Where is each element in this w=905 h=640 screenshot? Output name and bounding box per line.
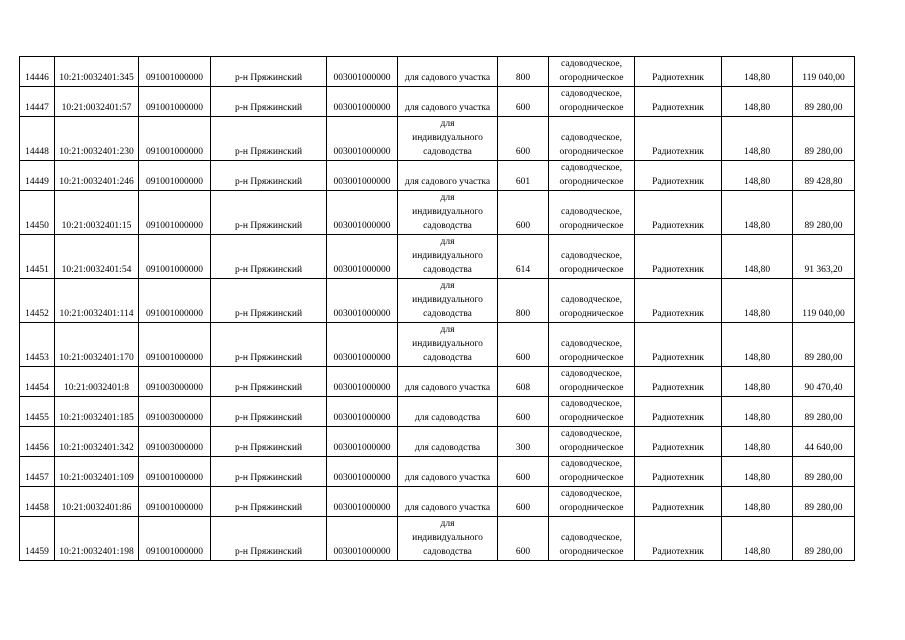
- permitted-use-cell: [398, 161, 498, 191]
- district-cell: р-н Пряжинский: [211, 57, 327, 87]
- settlement-cell: Радиотехник: [635, 367, 722, 397]
- unit-price-cell: 148,80: [722, 87, 793, 117]
- okato-code-cell: 091003000000: [139, 397, 211, 427]
- record-number-cell: 14446: [20, 57, 55, 87]
- settlement-cell: Радиотехник: [635, 235, 722, 279]
- settlement-cell: Радиотехник: [635, 427, 722, 457]
- record-number-cell: 14455: [20, 397, 55, 427]
- cadastral-value-cell: 89 280,00: [793, 487, 855, 517]
- land-category-line: огородническое: [559, 103, 624, 113]
- table-row: [20, 235, 855, 279]
- permitted-use-line: для: [440, 193, 455, 203]
- land-category-cell: [549, 517, 635, 561]
- category-code-cell: 003001000000: [327, 487, 398, 517]
- permitted-use-cell: [398, 117, 498, 161]
- okato-code-cell: 091003000000: [139, 427, 211, 457]
- permitted-use-line: для садового участка: [404, 383, 491, 393]
- cadastral-value-cell: 89 428,80: [793, 161, 855, 191]
- land-category-line: огородническое: [559, 353, 624, 363]
- table-row: [20, 191, 855, 235]
- permitted-use-line: для садового участка: [404, 73, 491, 83]
- cadastral-value-cell: 89 280,00: [793, 117, 855, 161]
- permitted-use-line: садоводства: [423, 221, 472, 231]
- permitted-use-cell: [398, 191, 498, 235]
- permitted-use-cell: [398, 397, 498, 427]
- table-row: [20, 57, 855, 87]
- category-code-cell: 003001000000: [327, 87, 398, 117]
- area-cell: 800: [498, 279, 549, 323]
- permitted-use-line: садоводства: [423, 309, 472, 319]
- unit-price-cell: 148,80: [722, 367, 793, 397]
- category-code-cell: 003001000000: [327, 235, 398, 279]
- unit-price-cell: 148,80: [722, 57, 793, 87]
- land-category-line: садоводческое,: [561, 163, 622, 173]
- okato-code-cell: 091001000000: [139, 161, 211, 191]
- okato-code-cell: 091001000000: [139, 87, 211, 117]
- land-category-cell: [549, 279, 635, 323]
- district-cell: р-н Пряжинский: [211, 427, 327, 457]
- unit-price-cell: 148,80: [722, 487, 793, 517]
- district-cell: р-н Пряжинский: [211, 87, 327, 117]
- permitted-use-line: садоводства: [423, 265, 472, 275]
- area-cell: 600: [498, 457, 549, 487]
- area-cell: 600: [498, 323, 549, 367]
- permitted-use-line: индивидуального: [412, 251, 483, 261]
- record-number-cell: 14449: [20, 161, 55, 191]
- table-row: [20, 367, 855, 397]
- settlement-cell: Радиотехник: [635, 279, 722, 323]
- area-cell: 300: [498, 427, 549, 457]
- cadastral-number-cell: 10:21:0032401:109: [55, 457, 139, 487]
- category-code-cell: 003001000000: [327, 279, 398, 323]
- land-category-line: садоводческое,: [561, 207, 622, 217]
- cadastral-value-cell: 89 280,00: [793, 397, 855, 427]
- land-category-line: огородническое: [559, 73, 624, 83]
- category-code-cell: 003001000000: [327, 57, 398, 87]
- permitted-use-line: садоводства: [423, 353, 472, 363]
- area-cell: 614: [498, 235, 549, 279]
- district-cell: р-н Пряжинский: [211, 279, 327, 323]
- land-category-line: садоводческое,: [561, 89, 622, 99]
- permitted-use-line: для садоводства: [414, 413, 481, 423]
- land-category-cell: [549, 117, 635, 161]
- permitted-use-cell: [398, 279, 498, 323]
- permitted-use-line: для: [440, 119, 455, 129]
- unit-price-cell: 148,80: [722, 235, 793, 279]
- land-category-cell: [549, 397, 635, 427]
- cadastral-number-cell: 10:21:0032401:185: [55, 397, 139, 427]
- table-body: [20, 57, 855, 561]
- okato-code-cell: 091001000000: [139, 457, 211, 487]
- cadastral-number-cell: 10:21:0032401:57: [55, 87, 139, 117]
- cadastral-number-cell: 10:21:0032401:86: [55, 487, 139, 517]
- cadastral-value-cell: 119 040,00: [793, 57, 855, 87]
- land-category-line: садоводческое,: [561, 295, 622, 305]
- permitted-use-line: индивидуального: [412, 339, 483, 349]
- area-cell: 600: [498, 117, 549, 161]
- land-category-line: огородническое: [559, 265, 624, 275]
- land-category-line: огородническое: [559, 413, 624, 423]
- settlement-cell: Радиотехник: [635, 487, 722, 517]
- area-cell: 600: [498, 487, 549, 517]
- table-row: [20, 487, 855, 517]
- permitted-use-line: для садового участка: [404, 177, 491, 187]
- land-plot-table: [19, 56, 855, 561]
- permitted-use-cell: [398, 487, 498, 517]
- table-row: [20, 117, 855, 161]
- category-code-cell: 003001000000: [327, 367, 398, 397]
- land-category-line: садоводческое,: [561, 429, 622, 439]
- permitted-use-cell: [398, 517, 498, 561]
- land-category-line: огородническое: [559, 383, 624, 393]
- category-code-cell: 003001000000: [327, 517, 398, 561]
- permitted-use-line: для: [440, 519, 455, 529]
- area-cell: 600: [498, 517, 549, 561]
- record-number-cell: 14459: [20, 517, 55, 561]
- settlement-cell: Радиотехник: [635, 457, 722, 487]
- record-number-cell: 14450: [20, 191, 55, 235]
- district-cell: р-н Пряжинский: [211, 517, 327, 561]
- record-number-cell: 14454: [20, 367, 55, 397]
- land-category-line: садоводческое,: [561, 369, 622, 379]
- okato-code-cell: 091001000000: [139, 487, 211, 517]
- unit-price-cell: 148,80: [722, 161, 793, 191]
- cadastral-number-cell: 10:21:0032401:15: [55, 191, 139, 235]
- permitted-use-cell: [398, 457, 498, 487]
- record-number-cell: 14452: [20, 279, 55, 323]
- permitted-use-line: для: [440, 237, 455, 247]
- district-cell: р-н Пряжинский: [211, 323, 327, 367]
- district-cell: р-н Пряжинский: [211, 397, 327, 427]
- cadastral-value-cell: 91 363,20: [793, 235, 855, 279]
- cadastral-number-cell: 10:21:0032401:54: [55, 235, 139, 279]
- table-row: [20, 161, 855, 191]
- cadastral-value-cell: 89 280,00: [793, 87, 855, 117]
- cadastral-value-cell: 90 470,40: [793, 367, 855, 397]
- okato-code-cell: 091001000000: [139, 191, 211, 235]
- land-category-cell: [549, 57, 635, 87]
- district-cell: р-н Пряжинский: [211, 367, 327, 397]
- record-number-cell: 14458: [20, 487, 55, 517]
- table-row: [20, 279, 855, 323]
- permitted-use-line: для: [440, 325, 455, 335]
- category-code-cell: 003001000000: [327, 323, 398, 367]
- category-code-cell: 003001000000: [327, 161, 398, 191]
- land-category-line: огородническое: [559, 473, 624, 483]
- category-code-cell: 003001000000: [327, 397, 398, 427]
- settlement-cell: Радиотехник: [635, 191, 722, 235]
- table-row: [20, 397, 855, 427]
- record-number-cell: 14456: [20, 427, 55, 457]
- permitted-use-line: садоводства: [423, 547, 472, 557]
- land-category-cell: [549, 367, 635, 397]
- land-category-line: огородническое: [559, 443, 624, 453]
- cadastral-number-cell: 10:21:0032401:198: [55, 517, 139, 561]
- permitted-use-line: для садоводства: [414, 443, 481, 453]
- category-code-cell: 003001000000: [327, 427, 398, 457]
- okato-code-cell: 091001000000: [139, 57, 211, 87]
- land-category-line: огородническое: [559, 503, 624, 513]
- settlement-cell: Радиотехник: [635, 323, 722, 367]
- okato-code-cell: 091001000000: [139, 323, 211, 367]
- district-cell: р-н Пряжинский: [211, 235, 327, 279]
- land-category-line: огородническое: [559, 221, 624, 231]
- settlement-cell: Радиотехник: [635, 117, 722, 161]
- record-number-cell: 14448: [20, 117, 55, 161]
- settlement-cell: Радиотехник: [635, 517, 722, 561]
- area-cell: 600: [498, 191, 549, 235]
- cadastral-value-cell: 89 280,00: [793, 517, 855, 561]
- record-number-cell: 14457: [20, 457, 55, 487]
- area-cell: 608: [498, 367, 549, 397]
- land-category-cell: [549, 427, 635, 457]
- land-category-line: садоводческое,: [561, 251, 622, 261]
- table-row: [20, 427, 855, 457]
- settlement-cell: Радиотехник: [635, 87, 722, 117]
- land-category-line: садоводческое,: [561, 59, 622, 69]
- cadastral-number-cell: 10:21:0032401:170: [55, 323, 139, 367]
- district-cell: р-н Пряжинский: [211, 117, 327, 161]
- district-cell: р-н Пряжинский: [211, 161, 327, 191]
- table-row: [20, 457, 855, 487]
- land-category-line: садоводческое,: [561, 459, 622, 469]
- permitted-use-cell: [398, 427, 498, 457]
- cadastral-number-cell: 10:21:0032401:246: [55, 161, 139, 191]
- unit-price-cell: 148,80: [722, 427, 793, 457]
- unit-price-cell: 148,80: [722, 397, 793, 427]
- permitted-use-line: садоводства: [423, 147, 472, 157]
- cadastral-value-cell: 119 040,00: [793, 279, 855, 323]
- land-category-cell: [549, 487, 635, 517]
- permitted-use-cell: [398, 235, 498, 279]
- land-category-cell: [549, 191, 635, 235]
- area-cell: 601: [498, 161, 549, 191]
- permitted-use-line: индивидуального: [412, 533, 483, 543]
- area-cell: 600: [498, 397, 549, 427]
- permitted-use-line: для садового участка: [404, 503, 491, 513]
- registry-sheet: [19, 56, 855, 561]
- district-cell: р-н Пряжинский: [211, 191, 327, 235]
- district-cell: р-н Пряжинский: [211, 487, 327, 517]
- land-category-line: садоводческое,: [561, 339, 622, 349]
- record-number-cell: 14451: [20, 235, 55, 279]
- area-cell: 600: [498, 87, 549, 117]
- cadastral-number-cell: 10:21:0032401:230: [55, 117, 139, 161]
- cadastral-value-cell: 89 280,00: [793, 457, 855, 487]
- land-category-cell: [549, 87, 635, 117]
- land-category-line: садоводческое,: [561, 399, 622, 409]
- table-row: [20, 87, 855, 117]
- land-category-line: садоводческое,: [561, 489, 622, 499]
- land-category-cell: [549, 457, 635, 487]
- settlement-cell: Радиотехник: [635, 161, 722, 191]
- settlement-cell: Радиотехник: [635, 57, 722, 87]
- permitted-use-line: для: [440, 281, 455, 291]
- land-category-line: садоводческое,: [561, 533, 622, 543]
- settlement-cell: Радиотехник: [635, 397, 722, 427]
- table-row: [20, 323, 855, 367]
- land-category-line: огородническое: [559, 147, 624, 157]
- unit-price-cell: 148,80: [722, 117, 793, 161]
- permitted-use-cell: [398, 57, 498, 87]
- district-cell: р-н Пряжинский: [211, 457, 327, 487]
- permitted-use-line: индивидуального: [412, 295, 483, 305]
- okato-code-cell: 091003000000: [139, 367, 211, 397]
- unit-price-cell: 148,80: [722, 517, 793, 561]
- land-category-line: огородническое: [559, 309, 624, 319]
- permitted-use-line: индивидуального: [412, 133, 483, 143]
- category-code-cell: 003001000000: [327, 191, 398, 235]
- unit-price-cell: 148,80: [722, 279, 793, 323]
- category-code-cell: 003001000000: [327, 117, 398, 161]
- cadastral-number-cell: 10:21:0032401:345: [55, 57, 139, 87]
- permitted-use-line: индивидуального: [412, 207, 483, 217]
- unit-price-cell: 148,80: [722, 191, 793, 235]
- table-row: [20, 517, 855, 561]
- cadastral-number-cell: 10:21:0032401:342: [55, 427, 139, 457]
- land-category-line: огородническое: [559, 547, 624, 557]
- permitted-use-line: для садового участка: [404, 473, 491, 483]
- cadastral-number-cell: 10:21:0032401:114: [55, 279, 139, 323]
- cadastral-value-cell: 89 280,00: [793, 323, 855, 367]
- cadastral-value-cell: 44 640,00: [793, 427, 855, 457]
- land-category-cell: [549, 161, 635, 191]
- okato-code-cell: 091001000000: [139, 517, 211, 561]
- land-category-line: садоводческое,: [561, 133, 622, 143]
- permitted-use-line: для садового участка: [404, 103, 491, 113]
- record-number-cell: 14447: [20, 87, 55, 117]
- land-category-cell: [549, 323, 635, 367]
- category-code-cell: 003001000000: [327, 457, 398, 487]
- okato-code-cell: 091001000000: [139, 279, 211, 323]
- unit-price-cell: 148,80: [722, 457, 793, 487]
- permitted-use-cell: [398, 87, 498, 117]
- unit-price-cell: 148,80: [722, 323, 793, 367]
- cadastral-value-cell: 89 280,00: [793, 191, 855, 235]
- land-category-line: огородническое: [559, 177, 624, 187]
- land-category-cell: [549, 235, 635, 279]
- okato-code-cell: 091001000000: [139, 117, 211, 161]
- permitted-use-cell: [398, 323, 498, 367]
- area-cell: 800: [498, 57, 549, 87]
- permitted-use-cell: [398, 367, 498, 397]
- okato-code-cell: 091001000000: [139, 235, 211, 279]
- cadastral-number-cell: 10:21:0032401:8: [55, 367, 139, 397]
- record-number-cell: 14453: [20, 323, 55, 367]
